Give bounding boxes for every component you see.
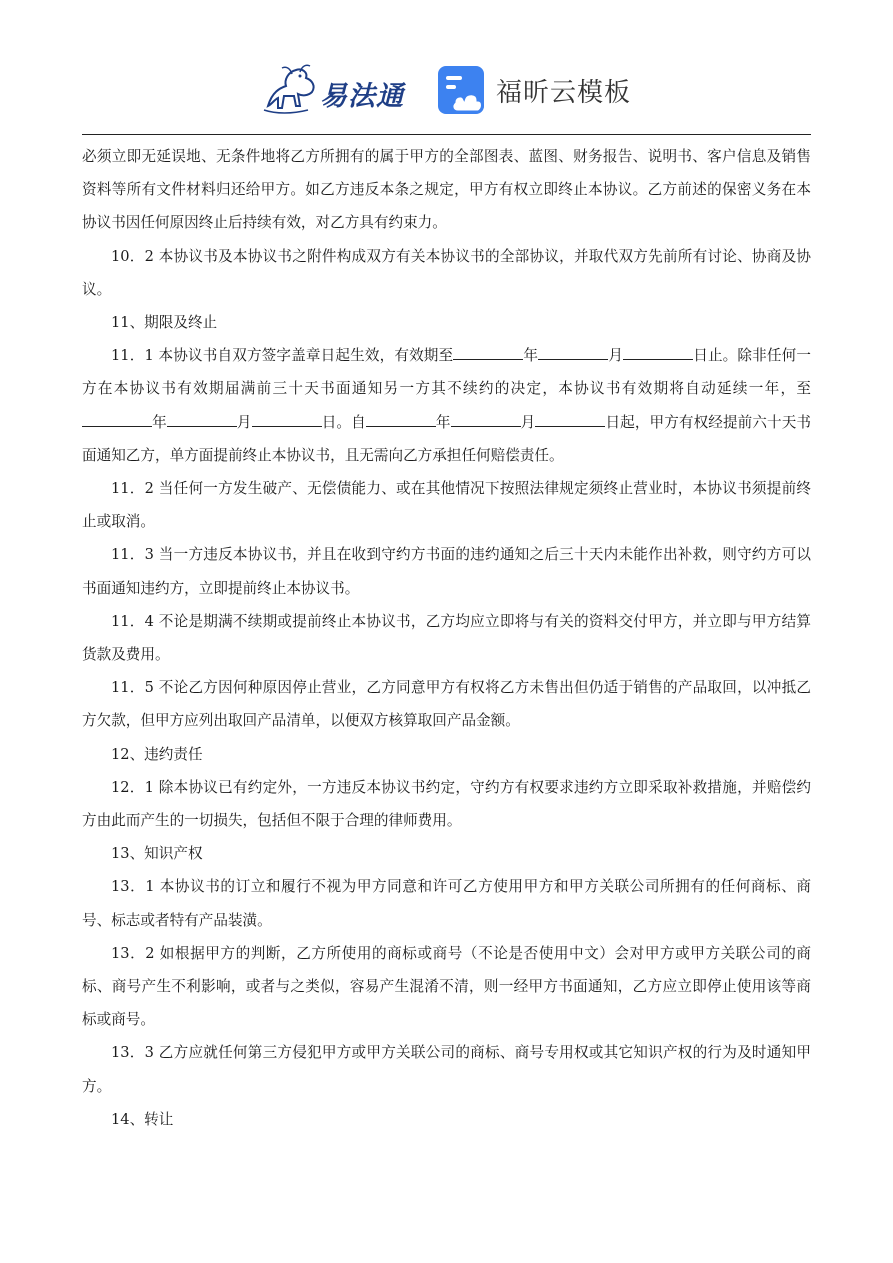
- clause-10-2: 10．2 本协议书及本协议书之附件构成双方有关本协议书的全部协议，并取代双方先前所有讨论、协商及协议。: [82, 247, 811, 298]
- section-heading-12: 12、违约责任: [111, 745, 203, 763]
- section-heading-13: 13、知识产权: [111, 845, 203, 863]
- clause-11-1-text-b: 日止。除非任何一方在本协议书有效期届满前三十天书面通知另一方其不续约的决定，本协议书有效期将自动延续一年，至: [82, 347, 811, 398]
- section-heading-11: 11、期限及终止: [111, 314, 218, 332]
- clause-12-1: 12．1 除本协议已有约定外，一方违反本协议书约定，守约方有权要求违约方立即采取补救措施，并赔偿约方由此而产生的一切损失，包括但不限于合理的律师费用。: [82, 778, 811, 830]
- clause-11-1-text-d: 日起，甲方有权经提前六十天书面通知乙方，单方面提前终止本协议书，且无需向乙方承担任何赔偿责任。: [82, 413, 811, 464]
- logo-right-text: 福昕云模板: [496, 78, 632, 108]
- blank-field[interactable]: [82, 412, 152, 427]
- clause-13-1: 13．1 本协议书的订立和履行不视为甲方同意和许可乙方使用甲方和甲方关联公司所拥有的任何商标、商号、标志或者特有产品装潢。: [82, 878, 811, 929]
- paragraph-continuation: 必须立即无延误地、无条件地将乙方所拥有的属于甲方的全部图表、蓝图、财务报告、说明书、客户信息及销售资料等所有文件材料归还给甲方。如乙方违反本条之规定，甲方有权立即终止本协议。乙方前述的保密义务在本协议书因任何原因终止后持续有效，对乙方具有约束力。: [82, 148, 811, 232]
- blank-field[interactable]: [252, 412, 322, 427]
- cloud-document-icon: [436, 64, 490, 118]
- blank-field[interactable]: [167, 412, 237, 427]
- blank-field[interactable]: [366, 412, 436, 427]
- foxit-template-logo: [436, 64, 646, 118]
- blank-field[interactable]: [535, 412, 605, 427]
- blank-field[interactable]: [538, 345, 608, 360]
- blank-field[interactable]: [453, 345, 523, 360]
- clause-11-1-text-a: 11．1 本协议书自双方签字盖章日起生效，有效期至: [111, 347, 454, 365]
- clause-11-1: [82, 339, 811, 472]
- year-label: 年: [435, 413, 451, 431]
- header-divider: [82, 134, 811, 135]
- yifatong-logo: [262, 62, 412, 118]
- month-label: 月: [520, 413, 536, 431]
- clause-13-2: 13．2 如根据甲方的判断，乙方所使用的商标或商号（不论是否使用中文）会对甲方或甲方关联公司的商标、商号产生不利影响，或者与之类似，容易产生混淆不清，则一经甲方书面通知，乙方应立即停止使用该等商标或商号。: [82, 944, 811, 1029]
- clause-13-3: 13．3 乙方应就任何第三方侵犯甲方或甲方关联公司的商标、商号专用权或其它知识产权的行为及时通知甲方。: [82, 1044, 811, 1095]
- qilin-icon: [262, 62, 322, 118]
- blank-field[interactable]: [623, 345, 693, 360]
- clause-11-4: 11．4 不论是期满不续期或提前终止本协议书，乙方均应立即将与有关的资料交付甲方，并立即与甲方结算货款及费用。: [82, 612, 811, 664]
- clause-11-2: 11．2 当任何一方发生破产、无偿债能力、或在其他情况下按照法律规定须终止营业时，本协议书须提前终止或取消。: [82, 480, 811, 531]
- section-heading-14: 14、转让: [111, 1110, 174, 1128]
- year-label: 年: [152, 413, 167, 431]
- month-label: 月: [608, 347, 624, 365]
- logo-left-text: 易法通: [320, 81, 404, 112]
- month-label: 月: [236, 413, 252, 431]
- blank-field[interactable]: [451, 412, 521, 427]
- document-body: [82, 140, 811, 1136]
- clause-11-5: 11．5 不论乙方因何种原因停止营业，乙方同意甲方有权将乙方未售出但仍适于销售的产品取回，以冲抵乙方欠款，但甲方应列出取回产品清单，以便双方核算取回产品金额。: [82, 679, 811, 730]
- page-header: [0, 0, 893, 130]
- year-label: 年: [523, 347, 539, 365]
- clause-11-3: 11．3 当一方违反本协议书，并且在收到守约方书面的违约通知之后三十天内未能作出补救，则守约方可以书面通知违约方，立即提前终止本协议书。: [82, 546, 811, 597]
- clause-11-1-text-c: 日。自: [321, 413, 366, 431]
